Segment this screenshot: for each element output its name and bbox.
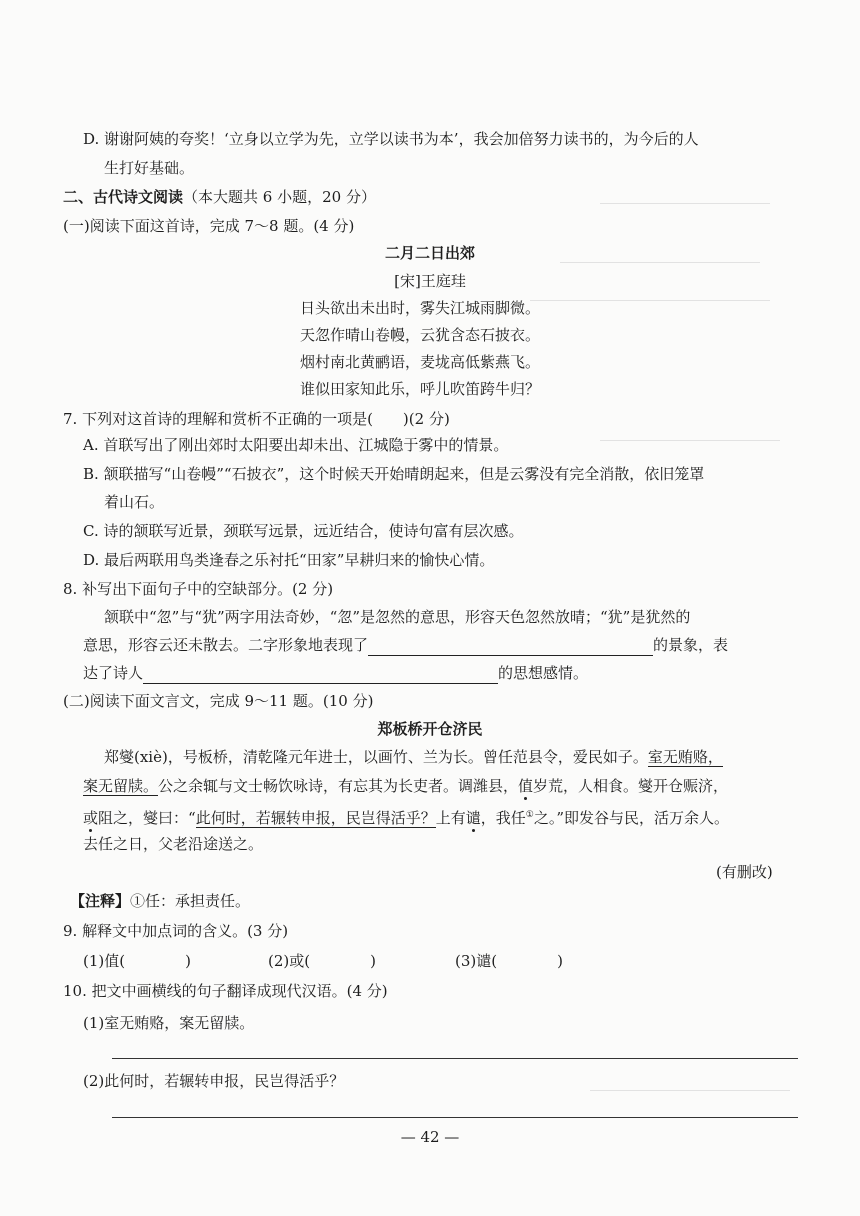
q10-item-1: (1)室无贿赂，案无留牍。 xyxy=(83,1014,255,1032)
part2-instruction: (二)阅读下面文言文，完成 9～11 题。(10 分) xyxy=(63,692,374,710)
q8-stem: 8. 补写出下面句子中的空缺部分。(2 分) xyxy=(63,580,334,598)
poem-line: 烟村南北黄鹂语，麦垅高低紫燕飞。 xyxy=(300,353,541,371)
part1-instruction: (一)阅读下面这首诗，完成 7～8 题。(4 分) xyxy=(63,217,355,235)
passage-line-2 xyxy=(83,775,728,797)
dotted-word-huo: 或 xyxy=(83,809,99,827)
poem-line: 谁似田家知此乐，呼儿吹笛跨牛归？ xyxy=(300,380,541,398)
q7-option-c: C. 诗的颔联写近景，颈联写远景，远近结合，使诗句富有层次感。 xyxy=(83,522,524,540)
poem-author: [宋]王庭珪 xyxy=(394,272,466,290)
passage-text: 岁荒，人相食。燮开仓赈济， xyxy=(533,777,729,795)
dotted-word-zhi: 值 xyxy=(518,777,534,795)
prev-option-d-line2: 生打好基础。 xyxy=(104,159,195,177)
q7-option-d: D. 最后两联用鸟类逢春之乐衬托“田家”早耕归来的愉快心情。 xyxy=(83,551,495,569)
q10-stem: 10. 把文中画横线的句子翻译成现代汉语。(4 分) xyxy=(63,982,388,1000)
prev-option-d-line1: D. 谢谢阿姨的夸奖！‘立身以立学为先，立学以读书为本’，我会加倍努力读书的，为今后的人 xyxy=(83,130,699,148)
q9-item-3[interactable]: (3)谴( ) xyxy=(455,952,563,970)
passage-source: (有删改) xyxy=(716,863,773,881)
passage-text: 之。”即发谷与民，活万余人。 xyxy=(533,809,729,827)
poem-title: 二月二日出郊 xyxy=(384,244,475,262)
bleed-through-mark xyxy=(590,1090,790,1091)
annotation-text: ①任：承担责任。 xyxy=(130,892,251,910)
bleed-through-mark xyxy=(600,440,780,441)
passage-line-4: 去任之日，父老沿途送之。 xyxy=(83,835,264,853)
underlined-sentence-2: 此何时，若辗转申报，民岂得活乎？ xyxy=(195,809,436,827)
section-heading xyxy=(63,186,376,208)
q10-item-2: (2)此何时，若辗转申报，民岂得活乎？ xyxy=(83,1072,345,1090)
passage-text: ，我任 xyxy=(480,809,526,827)
q9-stem: 9. 解释文中加点词的含义。(3 分) xyxy=(63,922,289,940)
q7-option-b-line1: B. 颔联描写“山卷幔”“石披衣”，这个时候天开始晴朗起来，但是云雾没有完全消散，依旧笼罩 xyxy=(83,465,705,483)
bleed-through-mark xyxy=(530,300,770,301)
section-heading-note: （本大题共 6 小题，20 分） xyxy=(183,188,376,206)
q8-text-line2 xyxy=(83,634,728,656)
q7-option-b-line2: 着山石。 xyxy=(104,493,165,511)
passage-text: 公之余辄与文士畅饮咏诗，有忘其为长吏者。调潍县， xyxy=(158,777,519,795)
q8-answer-blank-1[interactable] xyxy=(368,637,653,656)
passage-title: 郑板桥开仓济民 xyxy=(377,720,483,738)
q7-stem: 7. 下列对这首诗的理解和赏析不正确的一项是( )(2 分) xyxy=(63,410,450,428)
passage-text: 郑燮(xiè)，号板桥，清乾隆元年进士，以画竹、兰为长。曾任范县令，爱民如子。 xyxy=(104,748,648,766)
q8-line3-suffix: 的思想感情。 xyxy=(498,664,589,682)
q8-line2-prefix: 意思，形容云还未散去。二字形象地表现了 xyxy=(83,636,369,654)
q7-option-a: A. 首联写出了刚出郊时太阳要出却未出、江城隐于雾中的情景。 xyxy=(83,436,509,454)
q8-line3-prefix: 达了诗人 xyxy=(83,664,144,682)
poem-line: 日头欲出未出时，雾失江城雨脚微。 xyxy=(300,299,541,317)
q9-item-1[interactable]: (1)值( ) xyxy=(83,952,191,970)
passage-text: 阻之，燮曰：“ xyxy=(98,809,196,827)
annotation xyxy=(70,890,250,912)
q9-item-2[interactable]: (2)或( ) xyxy=(268,952,376,970)
annotation-label: 【注释】 xyxy=(70,892,131,910)
poem-line: 天忽作晴山卷幔，云犹含态石披衣。 xyxy=(300,326,541,344)
underlined-sentence-1-cont: 案无留牍。 xyxy=(83,777,159,795)
passage-text: 上有 xyxy=(435,809,466,827)
section-heading-title: 二、古代诗文阅读 xyxy=(63,188,184,206)
q8-text-line3 xyxy=(83,662,588,684)
bleed-through-mark xyxy=(600,203,770,204)
passage-line-3 xyxy=(83,804,729,829)
q8-line2-suffix: 的景象，表 xyxy=(653,636,729,654)
passage-line-1 xyxy=(104,746,723,768)
q8-text-line1: 颔联中“忽”与“犹”两字用法奇妙，“忽”是忽然的意思，形容天色忽然放晴；“犹”是犹然的 xyxy=(104,608,691,626)
q10-answer-line-1[interactable] xyxy=(112,1058,798,1059)
underlined-sentence-1: 室无贿赂， xyxy=(647,748,723,766)
footnote-marker: ① xyxy=(525,810,534,820)
page-number: — 42 — xyxy=(400,1128,460,1146)
dotted-word-qian: 谴 xyxy=(465,809,481,827)
q10-answer-line-2[interactable] xyxy=(112,1117,798,1118)
q8-answer-blank-2[interactable] xyxy=(143,665,498,684)
